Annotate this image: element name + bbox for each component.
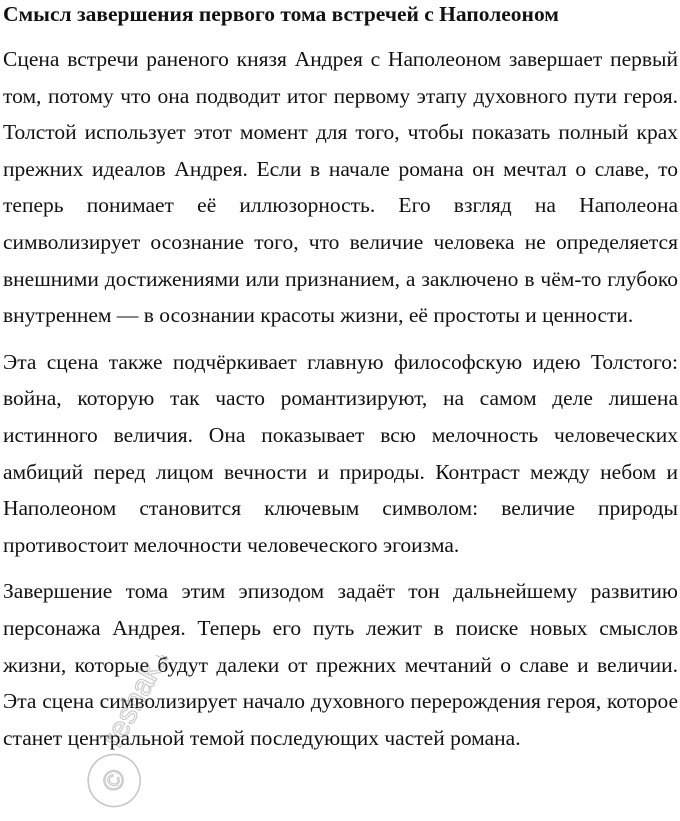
paragraph-1: Сцена встречи раненого князя Андрея с Наполеоном завершает первый том, потому что она подводит итог первому этапу духовного пути героя. Толстой использует этот момент для того, чтобы показать полный крах прежних идеалов Андрея. Если в начале романа он мечтал о славе, то теперь понимает её иллюзорность. Его взгляд на Наполеона символизирует осознание того, что величие человека не определяется внешними достижениями или признанием, а заключено в чём-то глубоко внутреннем — в осознании красоты жизни, её простоты и ценности. — [3, 47, 678, 328]
paragraph-2: Эта сцена также подчёркивает главную философскую идею Толстого: война, которую так часто романтизируют, на самом деле лишена истинного величия. Она показывает всю мелочность человеческих амбиций перед лицом вечности и природы. Контраст между небом и Наполеоном становится ключевым символом: величие природы противостоит мелочности человеческого эгоизма. — [3, 349, 678, 557]
document-title: Смысл завершения первого тома встречей с Наполеоном — [3, 2, 559, 26]
watermark-text: reshak.ru — [96, 655, 185, 753]
watermark-symbol: © — [95, 763, 133, 797]
document-page — [3, 0, 678, 766]
paragraph-3: Завершение тома этим эпизодом задаёт тон дальнейшему развитию персонажа Андрея. Теперь его путь лежит в поиске новых смыслов жизни, которые будут далеки от прежних мечтаний о славе и величии. Эта сцена символизирует начало духовного перерождения героя, которое станет центральной темой последующих частей романа. — [3, 579, 678, 750]
